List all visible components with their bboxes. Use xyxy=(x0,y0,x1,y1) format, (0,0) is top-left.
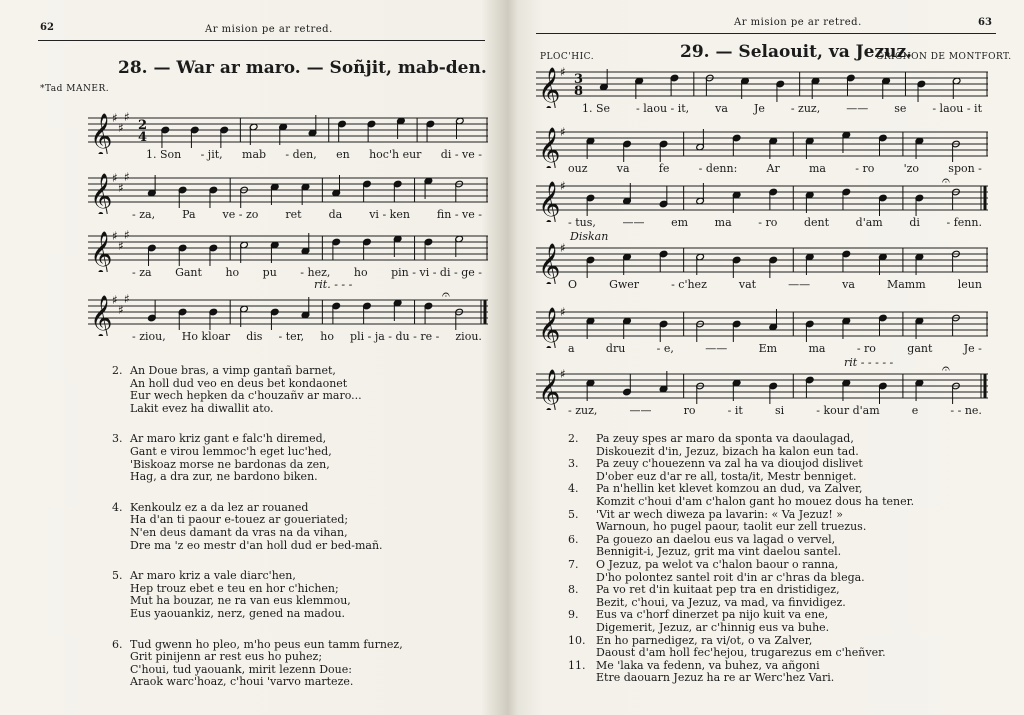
verse-line: D'ho polontez santel roit d'in ar c'hras da blega. xyxy=(596,570,865,584)
lyric-syllable: da xyxy=(328,208,343,221)
lyric-syllable: va xyxy=(842,278,855,291)
sharp-icon: ♯ xyxy=(124,228,130,242)
lyrics-line xyxy=(132,208,482,221)
lyric-syllable: pli - ja - du - re - xyxy=(350,330,440,343)
lyric-syllable: ret xyxy=(285,208,302,221)
lyric-syllable: Gant xyxy=(175,266,202,279)
sharp-icon: ♯ xyxy=(560,65,566,79)
arranger-credit: PLOC'HIC. xyxy=(540,52,595,62)
treble-clef-icon: 𝄞 xyxy=(90,231,113,272)
lyric-syllable: d'am xyxy=(855,216,883,229)
running-head: Ar mision pe ar retred. xyxy=(205,24,333,35)
lyric-syllable: —— xyxy=(629,404,652,417)
lyric-syllable: - e, xyxy=(656,342,674,355)
verse-line: Lakit evez ha diwallit ato. xyxy=(130,401,274,415)
time-signature-bottom: 4 xyxy=(138,130,148,145)
chorus-label: Diskan xyxy=(570,230,609,243)
lyric-syllable: ho xyxy=(353,266,368,279)
lyric-syllable: O xyxy=(568,278,578,291)
verse-number: 2. xyxy=(112,364,123,377)
lyric-syllable: - kour d'am xyxy=(816,404,880,417)
verse-line: 'Vit ar wech diweza pa lavarin: « Va Jezuz! » xyxy=(596,507,843,521)
verse-line: Digemerit, Jezuz, ar c'hinnig eus va buhe. xyxy=(596,621,830,634)
lyrics-line xyxy=(568,342,982,355)
lyric-syllable: Ar xyxy=(766,162,780,175)
lyric-syllable: 1. Son xyxy=(146,148,182,161)
lyrics-line xyxy=(568,216,982,229)
lyric-syllable: si xyxy=(774,404,785,417)
fermata-icon: 𝄐 xyxy=(942,364,950,377)
lyric-syllable: - zuz, xyxy=(790,102,821,115)
lyric-syllable: - jit, xyxy=(200,148,223,161)
verse-line: Daoust d'am holl fec'hejou, trugarezus em c'heñver. xyxy=(596,646,886,660)
lyric-syllable: - za, xyxy=(132,208,156,221)
verse-number: 3. xyxy=(568,457,579,471)
verse-number: 11. xyxy=(568,658,586,672)
lyrics-line xyxy=(568,162,982,175)
lyric-syllable: vat xyxy=(738,278,757,291)
verse-line: Diskouezit d'in, Jezuz, bizach ha kalon eun tad. xyxy=(596,444,859,458)
verse-line: Eus yaouankiz, nerz, gened na madou. xyxy=(130,607,346,620)
composer-credit: *Tad MANER. xyxy=(40,84,110,94)
lyrics-line xyxy=(132,330,482,343)
lyric-syllable: Em xyxy=(758,342,778,355)
song-title: 29. — Selaouit, va Jezuz. xyxy=(680,42,913,62)
right-page xyxy=(512,0,1024,715)
lyric-syllable: Mamm xyxy=(886,278,926,291)
lyric-syllable: - fenn. xyxy=(946,216,982,229)
sharp-icon: ♯ xyxy=(118,181,124,195)
verse-number: 3. xyxy=(112,432,123,446)
lyric-syllable: —— xyxy=(705,342,728,355)
lyric-syllable: - hez, xyxy=(300,266,331,279)
sharp-icon: ♯ xyxy=(124,170,130,184)
sharp-icon: ♯ xyxy=(560,305,566,319)
verse-line: C'houi, tud yaouank, mirit lezenn Doue: xyxy=(130,662,352,676)
lyric-syllable: - c'hez xyxy=(671,278,707,291)
sharp-icon: ♯ xyxy=(560,125,566,139)
lyric-syllable: Gwer xyxy=(609,278,640,291)
verse-number: 7. xyxy=(568,558,579,571)
sharp-icon: ♯ xyxy=(560,367,566,381)
lyric-syllable: - laou - it, xyxy=(636,102,690,115)
fermata-icon: 𝄐 xyxy=(442,290,450,303)
lyric-syllable: ziou. xyxy=(455,330,482,343)
lyric-syllable: leun xyxy=(957,278,982,291)
lyric-syllable: - - ne. xyxy=(950,404,982,417)
lyrics-line xyxy=(146,148,482,161)
verse-line: En ho parnedigez, ra vi/ot, o va Zalver, xyxy=(596,633,813,647)
verse-line: D'ober euz d'ar re all, tosta/it, Mestr benniget. xyxy=(596,469,857,483)
header-rule xyxy=(536,33,996,34)
verse-line: Ha d'an ti paour e-touez ar goueriated; xyxy=(130,513,349,527)
lyric-syllable: fe xyxy=(658,162,670,175)
time-signature-top: 2 xyxy=(138,118,148,133)
verse-line: 'Biskoaz morse ne bardonas da zen, xyxy=(130,457,330,471)
lyrics-line xyxy=(132,266,482,279)
lyric-syllable: - denn: xyxy=(698,162,738,175)
lyric-syllable: pu xyxy=(262,266,277,279)
verse-line: Ar maro kriz a vale diarc'hen, xyxy=(130,569,296,583)
lyric-syllable: - ziou, xyxy=(132,330,166,343)
lyric-syllable: 'zo xyxy=(903,162,920,175)
lyric-syllable: - ro xyxy=(758,216,778,229)
lyric-syllable: ma xyxy=(808,162,826,175)
verse-number: 6. xyxy=(568,532,579,546)
lyric-syllable: dent xyxy=(803,216,830,229)
verse-line: Hag, a dra zur, ne bardono biken. xyxy=(130,470,318,484)
lyric-syllable: ve - zo xyxy=(222,208,259,221)
lyric-syllable: 1. Se xyxy=(582,102,611,115)
lyric-syllable: ho xyxy=(320,330,334,343)
verse-line: Pa vo ret d'in kuitaat pep tra en dristidigez, xyxy=(596,583,840,597)
verse-line: Me 'laka va fedenn, va buhez, va añgoni xyxy=(596,658,820,672)
verse-line: Pa zeuy spes ar maro da sponta va daoulagad, xyxy=(596,432,854,445)
lyric-syllable: gant xyxy=(907,342,933,355)
lyric-syllable: - za xyxy=(132,266,152,279)
lyric-syllable: —— xyxy=(622,216,645,229)
treble-clef-icon: 𝄞 xyxy=(90,173,113,214)
lyric-syllable: va xyxy=(616,162,630,175)
treble-clef-icon: 𝄞 xyxy=(538,243,561,284)
lyric-syllable: em xyxy=(671,216,689,229)
treble-clef-icon: 𝄞 xyxy=(90,295,113,336)
lyric-syllable: - den, xyxy=(285,148,317,161)
lyric-syllable: fin - ve - xyxy=(436,208,482,221)
verse-line: Bennigit-i, Jezuz, grit ma vint daelou santel. xyxy=(596,545,842,559)
lyrics-line xyxy=(568,278,982,291)
lyric-syllable: dru xyxy=(605,342,626,355)
lyric-syllable: vi - ken xyxy=(369,208,410,221)
sharp-icon: ♯ xyxy=(124,292,130,306)
verse-line: Araok warc'hoaz, c'houi 'varvo marteze. xyxy=(130,675,354,689)
lyric-syllable: ho xyxy=(225,266,240,279)
verse-line: An holl dud veo en deus bet kondaonet xyxy=(130,376,348,390)
lyric-syllable: ouz xyxy=(568,162,588,175)
sharp-icon: ♯ xyxy=(560,241,566,255)
time-signature-top: 3 xyxy=(574,72,584,87)
lyric-syllable: se xyxy=(894,102,907,115)
verse-line: Warnoun, ho pugel paour, taolit eur zell truezus. xyxy=(596,520,867,534)
sharp-icon: ♯ xyxy=(118,121,124,135)
time-signature-bottom: 8 xyxy=(574,84,584,99)
lyric-syllable: —— xyxy=(846,102,869,115)
sharp-icon: ♯ xyxy=(118,239,124,253)
verse-number: 2. xyxy=(568,432,579,445)
treble-clef-icon: 𝄞 xyxy=(538,307,561,348)
verse-number: 4. xyxy=(568,482,579,496)
page-number: 62 xyxy=(40,22,54,33)
verse-line: Bezit, c'houi, va Jezuz, va mad, va finvidigez. xyxy=(596,595,846,609)
lyric-syllable: va xyxy=(715,102,728,115)
lyric-syllable: - it xyxy=(727,404,743,417)
page-number: 63 xyxy=(978,17,992,28)
ritardando-mark: rit. - - - xyxy=(314,278,353,291)
sharp-icon: ♯ xyxy=(112,229,118,243)
lyric-syllable: di - ve - xyxy=(440,148,482,161)
sharp-icon: ♯ xyxy=(112,293,118,307)
verse-line: Grit pinijenn ar rest eus ho puhez; xyxy=(130,650,323,664)
lyrics-line xyxy=(582,102,982,115)
verse-number: 4. xyxy=(112,500,123,514)
lyric-syllable: —— xyxy=(788,278,811,291)
verse-number: 5. xyxy=(568,507,579,521)
lyric-syllable: mab xyxy=(242,148,267,161)
verse-line: Hep trouz ebet e teu en hor c'hichen; xyxy=(130,581,339,595)
song-title: 28. — War ar maro. — Soñjit, mab-den. xyxy=(118,58,487,78)
verse-number: 9. xyxy=(568,608,579,622)
lyric-syllable: ma xyxy=(808,342,826,355)
verse-line: Dre ma 'z eo mestr d'an holl dud er bed-mañ. xyxy=(130,538,383,552)
header-rule xyxy=(38,40,485,41)
verse-line: Komzit c'houi d'am c'halon gant ho mouez dous ha tener. xyxy=(596,495,915,508)
treble-clef-icon: 𝄞 xyxy=(90,113,113,154)
running-head: Ar mision pe ar retred. xyxy=(734,17,862,28)
sharp-icon: ♯ xyxy=(112,111,118,125)
lyric-syllable: pin - vi - di - ge - xyxy=(391,266,482,279)
lyric-syllable: dis xyxy=(246,330,263,343)
sharp-icon: ♯ xyxy=(124,110,130,124)
lyric-syllable: Ho kloar xyxy=(181,330,231,343)
verse-line: An Doue bras, a vimp gantañ barnet, xyxy=(130,364,336,377)
verse-number: 5. xyxy=(112,569,123,583)
sharp-icon: ♯ xyxy=(118,303,124,317)
ritardando-mark: rit - - - - - xyxy=(844,356,894,369)
verse-line: Eus va c'horf dinerzet pa nijo kuit va ene, xyxy=(596,608,829,622)
lyrics-line xyxy=(568,404,982,417)
verse-line: Pa gouezo an daelou eus va lagad o vervel, xyxy=(596,532,836,546)
lyric-syllable: ro xyxy=(683,404,696,417)
verse-line: Ar maro kriz gant e falc'h diremed, xyxy=(130,432,327,446)
author-credit: GRIGNON DE MONTFORT. xyxy=(876,52,1012,62)
verse-line: Etre daouarn Jezuz ha re ar Werc'hez Vari. xyxy=(596,671,835,685)
verse-line: Kenkoulz ez a da lez ar rouaned xyxy=(130,500,309,514)
verse-line: Tud gwenn ho pleo, m'ho peus eun tamm furnez, xyxy=(130,637,403,651)
verse-number: 8. xyxy=(568,583,579,597)
verse-line: Mut ha bouzar, ne ra van eus klemmou, xyxy=(130,594,351,608)
treble-clef-icon: 𝄞 xyxy=(538,127,561,168)
lyric-syllable: - ro xyxy=(855,162,875,175)
lyric-syllable: - laou - it xyxy=(932,102,982,115)
verse-line: N'en deus damant da vras na da vihan, xyxy=(130,526,348,539)
lyric-syllable: di xyxy=(909,216,920,229)
lyric-syllable: Je - xyxy=(963,342,982,355)
verse-number: 10. xyxy=(568,633,586,647)
lyric-syllable: e xyxy=(911,404,919,417)
lyric-syllable: spon - xyxy=(948,162,982,175)
treble-clef-icon: 𝄞 xyxy=(538,181,561,222)
lyric-syllable: ma xyxy=(714,216,732,229)
verse-line: Pa zeuy c'houezenn va zal ha va dioujod dislivet xyxy=(596,457,863,471)
lyric-syllable: a xyxy=(568,342,575,355)
sharp-icon: ♯ xyxy=(112,171,118,185)
verse-line: O Jezuz, pa welot va c'halon baour o ranna, xyxy=(596,558,839,571)
lyric-syllable: Pa xyxy=(182,208,196,221)
treble-clef-icon: 𝄞 xyxy=(538,67,561,108)
treble-clef-icon: 𝄞 xyxy=(538,369,561,410)
lyric-syllable: - ter, xyxy=(278,330,305,343)
lyric-syllable: hoc'h eur xyxy=(369,148,422,161)
sharp-icon: ♯ xyxy=(560,179,566,193)
lyric-syllable: Je xyxy=(753,102,765,115)
left-page xyxy=(0,0,505,715)
verse-line: Eur wech hepken da c'houzañv ar maro... xyxy=(130,389,362,403)
lyric-syllable: - ro xyxy=(856,342,876,355)
lyric-syllable: - zuz, xyxy=(568,404,598,417)
fermata-icon: 𝄐 xyxy=(942,176,950,189)
lyric-syllable: - tus, xyxy=(568,216,596,229)
verse-line: Gant e virou lemmoc'h eget luc'hed, xyxy=(130,445,332,458)
verse-number: 6. xyxy=(112,637,123,651)
verse-line: Pa n'hellin ket klevet komzou an dud, va Zalver, xyxy=(596,482,863,496)
lyric-syllable: en xyxy=(336,148,350,161)
